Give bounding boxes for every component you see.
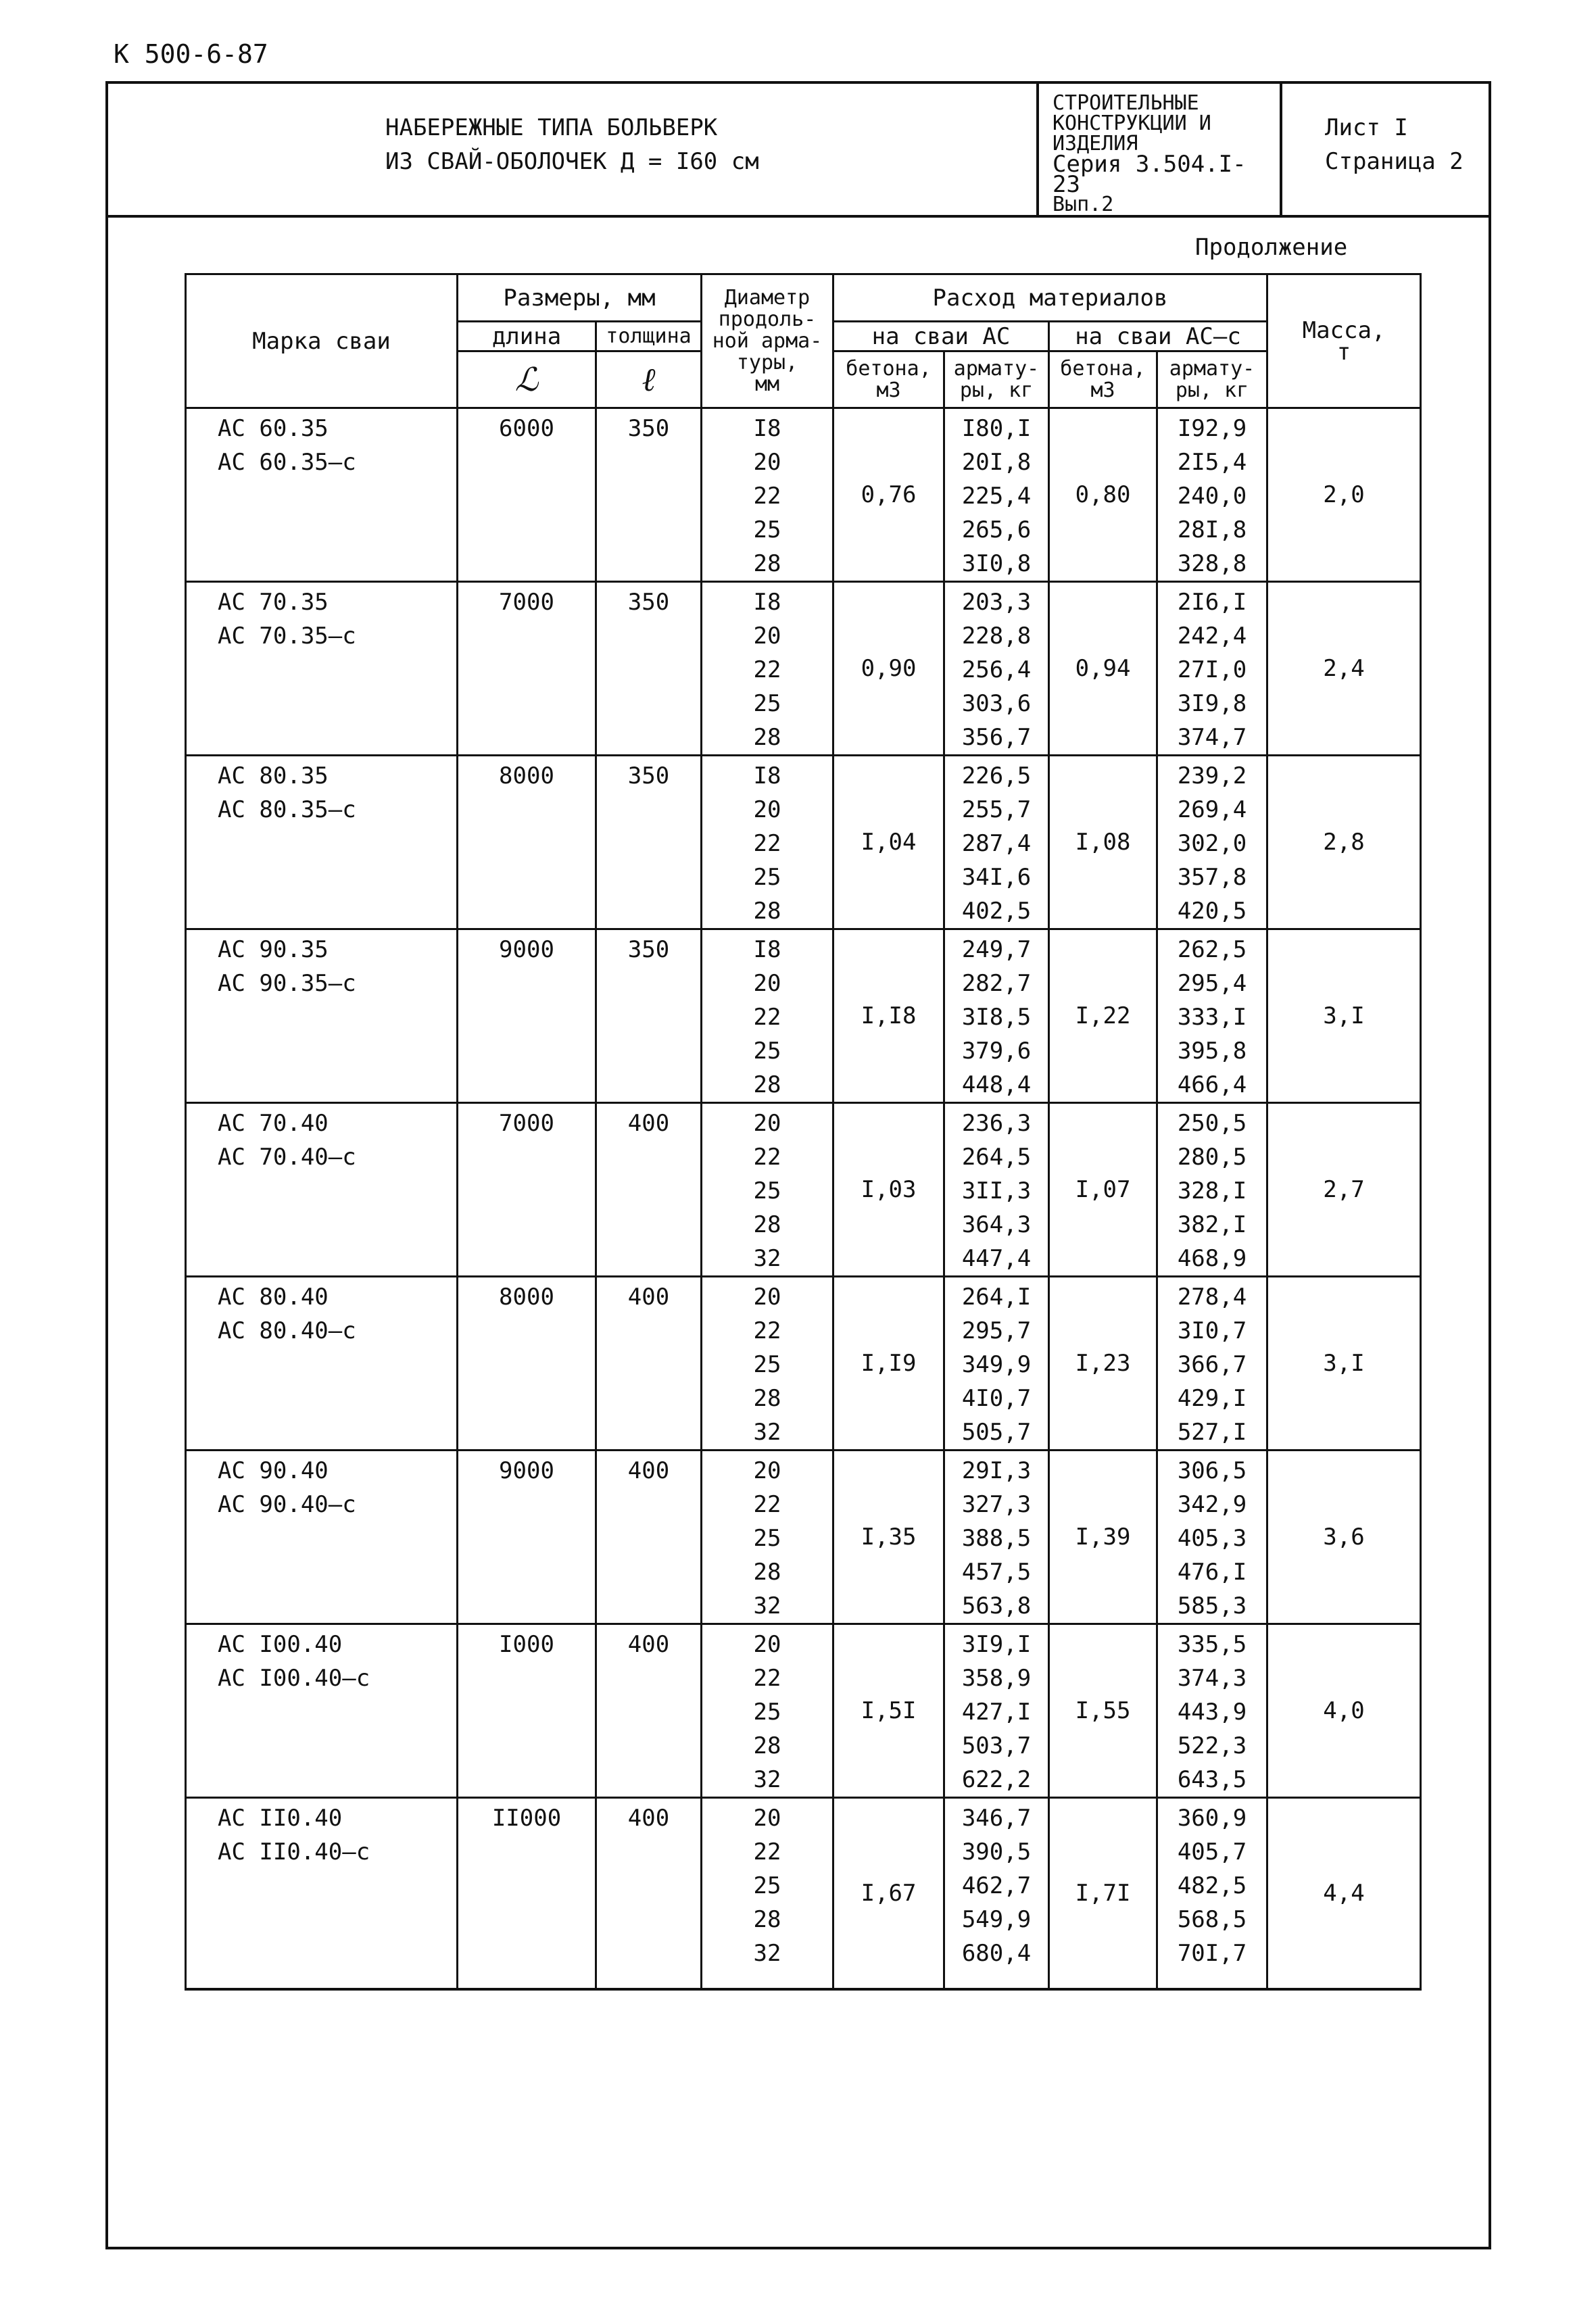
rebar-diameter-line: 22: [753, 483, 781, 510]
concrete-acs: 0,94: [1049, 582, 1157, 756]
thickness-symbol: ℓ: [596, 351, 702, 408]
rebar-ac-line: 448,4: [961, 1071, 1032, 1098]
title-line: ИЗ СВАЙ-ОБОЛОЧЕК Д = I60 см: [385, 148, 759, 175]
document-title: [385, 111, 759, 178]
pile-mark-line: АС I00.40–с: [218, 1665, 370, 1692]
header-on-acs: на сваи АС–с: [1049, 322, 1267, 351]
pile-mark: [186, 582, 458, 756]
rebar-acs-line: 295,4: [1177, 970, 1247, 997]
rebar-ac-line: 29I,3: [961, 1457, 1032, 1484]
rebar-ac: [944, 408, 1049, 582]
pile-thickness: [596, 929, 702, 1103]
pile-mark: [186, 929, 458, 1103]
pile-thickness: [596, 756, 702, 929]
pile-length: [458, 408, 596, 582]
series-line: СТРОИТЕЛЬНЫЕ: [1053, 91, 1199, 115]
pile-mark-line: АС 80.35: [218, 762, 329, 789]
rebar-acs-line: 70I,7: [1177, 1940, 1247, 1967]
rebar-acs-line: 239,2: [1177, 762, 1247, 789]
document-code: К 500-6-87: [114, 39, 268, 69]
rebar-acs-line: 420,5: [1177, 898, 1247, 925]
pile-thickness-value: 350: [627, 936, 670, 963]
rebar-ac-line: 3I0,8: [961, 550, 1032, 577]
pile-mark: [186, 1624, 458, 1798]
header-length: длина: [458, 322, 596, 351]
pile-mark-line: АС 90.35–с: [218, 970, 356, 997]
rebar-ac: [944, 1103, 1049, 1277]
rebar-ac-line: 388,5: [961, 1525, 1032, 1552]
rebar-diameter-line: 25: [753, 1525, 781, 1552]
series-line: ИЗДЕЛИЯ: [1053, 132, 1138, 155]
pile-length-value: 7000: [499, 589, 554, 616]
rebar-diameter-line: 28: [753, 1559, 781, 1586]
rebar-diameter-line: 32: [753, 1245, 781, 1272]
pile-mark-line: АС 80.40: [218, 1284, 329, 1311]
rebar-ac-line: 364,3: [961, 1211, 1032, 1238]
rebar-acs-line: 27I,0: [1177, 656, 1247, 683]
rebar-diameter-line: 20: [753, 1631, 781, 1658]
concrete-ac: 0,90: [833, 582, 944, 756]
rebar-acs-line: 302,0: [1177, 830, 1247, 857]
pile-mark-line: АС II0.40: [218, 1805, 343, 1832]
rebar-acs-line: 443,9: [1177, 1699, 1247, 1726]
header-materials: Расход материалов: [833, 274, 1267, 322]
rebar-ac-line: 327,3: [961, 1491, 1032, 1518]
rebar-ac-line: 379,6: [961, 1038, 1032, 1065]
rebar-acs: [1157, 1624, 1267, 1798]
pile-mark-line: АС 70.40–с: [218, 1144, 356, 1171]
pile-length-value: 8000: [499, 762, 554, 789]
sheet-info: [1325, 111, 1464, 178]
table-row: [186, 582, 1421, 756]
pile-thickness: [596, 582, 702, 756]
concrete-acs: 0,80: [1049, 408, 1157, 582]
rebar-acs-line: 3I9,8: [1177, 690, 1247, 717]
pile-thickness: [596, 408, 702, 582]
rebar-ac-line: 282,7: [961, 970, 1032, 997]
concrete-acs: I,07: [1049, 1103, 1157, 1277]
table-body: [186, 408, 1421, 1990]
concrete-ac: I,03: [833, 1103, 944, 1277]
rebar-diameter: [702, 1103, 833, 1277]
header-concrete-acs: бетона, м3: [1049, 351, 1157, 408]
rebar-diameter-line: 32: [753, 1940, 781, 1967]
rebar-acs-line: 468,9: [1177, 1245, 1247, 1272]
rebar-ac-line: 256,4: [961, 656, 1032, 683]
rebar-acs-line: 405,3: [1177, 1525, 1247, 1552]
rebar-diameter-line: 20: [753, 1457, 781, 1484]
page-frame: [105, 81, 1491, 2249]
pile-thickness-value: 400: [627, 1631, 670, 1658]
pile-length: [458, 1798, 596, 1990]
pile-mass: 4,0: [1267, 1624, 1421, 1798]
rebar-acs: [1157, 1798, 1267, 1990]
rebar-diameter: [702, 756, 833, 929]
pile-mass: 3,I: [1267, 1277, 1421, 1451]
rebar-diameter-line: 25: [753, 1351, 781, 1378]
rebar-diameter-line: I8: [753, 936, 781, 963]
header-thickness: толщина: [596, 322, 702, 351]
pile-mass: 2,7: [1267, 1103, 1421, 1277]
rebar-ac: [944, 582, 1049, 756]
rebar-acs-line: 357,8: [1177, 864, 1247, 891]
concrete-acs: I,55: [1049, 1624, 1157, 1798]
piles-table: [185, 273, 1422, 1991]
rebar-acs: [1157, 408, 1267, 582]
pile-mass: 3,6: [1267, 1451, 1421, 1624]
rebar-ac-line: 303,6: [961, 690, 1032, 717]
rebar-acs-line: 527,I: [1177, 1419, 1247, 1446]
rebar-diameter-line: 22: [753, 1317, 781, 1344]
concrete-ac: I,5I: [833, 1624, 944, 1798]
concrete-ac: I,35: [833, 1451, 944, 1624]
rebar-ac-line: 349,9: [961, 1351, 1032, 1378]
rebar-ac-line: 680,4: [961, 1940, 1032, 1967]
table-row: [186, 1624, 1421, 1798]
rebar-acs-line: 333,I: [1177, 1004, 1247, 1031]
rebar-diameter-line: 28: [753, 550, 781, 577]
table-row: [186, 408, 1421, 582]
rebar-acs-line: 482,5: [1177, 1872, 1247, 1899]
rebar-acs: [1157, 1451, 1267, 1624]
rebar-diameter-line: 25: [753, 690, 781, 717]
rebar-diameter-line: 20: [753, 623, 781, 650]
pile-length: [458, 1451, 596, 1624]
rebar-acs-line: 395,8: [1177, 1038, 1247, 1065]
pile-mark: [186, 408, 458, 582]
rebar-acs: [1157, 929, 1267, 1103]
rebar-acs: [1157, 1277, 1267, 1451]
rebar-acs-line: 643,5: [1177, 1766, 1247, 1793]
rebar-ac-line: 427,I: [961, 1699, 1032, 1726]
rebar-ac-line: 225,4: [961, 483, 1032, 510]
pile-mass: 2,8: [1267, 756, 1421, 929]
rebar-acs-line: 306,5: [1177, 1457, 1247, 1484]
rebar-diameter-line: I8: [753, 589, 781, 616]
rebar-diameter: [702, 1624, 833, 1798]
table-row: [186, 1451, 1421, 1624]
rebar-acs-line: 280,5: [1177, 1144, 1247, 1171]
title-block: [108, 84, 1489, 218]
rebar-ac-line: 249,7: [961, 936, 1032, 963]
rebar-diameter-line: 20: [753, 1284, 781, 1311]
table-row: [186, 929, 1421, 1103]
rebar-diameter: [702, 408, 833, 582]
rebar-ac-line: I80,I: [961, 415, 1032, 442]
sheet-number: Лист I: [1325, 114, 1408, 141]
rebar-diameter-line: 32: [753, 1592, 781, 1619]
rebar-diameter-line: 22: [753, 830, 781, 857]
rebar-ac-line: 622,2: [961, 1766, 1032, 1793]
rebar-acs-line: 262,5: [1177, 936, 1247, 963]
rebar-ac: [944, 1451, 1049, 1624]
rebar-acs-line: 405,7: [1177, 1838, 1247, 1866]
rebar-ac-line: 549,9: [961, 1906, 1032, 1933]
header-rebar-ac: армату- ры, кг: [944, 351, 1049, 408]
table-row: [186, 756, 1421, 929]
rebar-acs-line: 3I0,7: [1177, 1317, 1247, 1344]
rebar-diameter-line: 25: [753, 1872, 781, 1899]
rebar-diameter-line: 20: [753, 1805, 781, 1832]
header-mass: Масса, т: [1267, 274, 1421, 408]
pile-mark: [186, 1103, 458, 1277]
rebar-ac-line: 447,4: [961, 1245, 1032, 1272]
rebar-diameter-line: 20: [753, 1110, 781, 1137]
series-line: КОНСТРУКЦИИ И: [1053, 112, 1211, 135]
rebar-ac-line: 228,8: [961, 623, 1032, 650]
rebar-diameter-line: 25: [753, 864, 781, 891]
series-line: Серия 3.504.I-23: [1053, 151, 1247, 198]
rebar-acs: [1157, 756, 1267, 929]
pile-length-value: I000: [499, 1631, 554, 1658]
pile-thickness-value: 400: [627, 1457, 670, 1484]
pile-length-value: 8000: [499, 1284, 554, 1311]
rebar-diameter-line: 32: [753, 1419, 781, 1446]
pile-length-value: 7000: [499, 1110, 554, 1137]
rebar-acs-line: 250,5: [1177, 1110, 1247, 1137]
rebar-ac-line: 236,3: [961, 1110, 1032, 1137]
rebar-ac: [944, 756, 1049, 929]
pile-length: [458, 756, 596, 929]
pile-thickness-value: 350: [627, 589, 670, 616]
length-symbol: ℒ: [458, 351, 596, 408]
pile-mark-line: АС 60.35: [218, 415, 329, 442]
rebar-diameter-line: 22: [753, 1004, 781, 1031]
rebar-ac-line: 34I,6: [961, 864, 1032, 891]
rebar-ac-line: 295,7: [961, 1317, 1032, 1344]
title-line: НАБЕРЕЖНЫЕ ТИПА БОЛЬВЕРК: [385, 114, 718, 141]
pile-mark-line: АС 70.40: [218, 1110, 329, 1137]
pile-mark-line: АС 90.35: [218, 936, 329, 963]
rebar-diameter-line: I8: [753, 415, 781, 442]
rebar-ac-line: 3I9,I: [961, 1631, 1032, 1658]
rebar-ac-line: 264,I: [961, 1284, 1032, 1311]
series-line: Вып.2: [1053, 193, 1114, 216]
pile-mark-line: АС II0.40–с: [218, 1838, 370, 1866]
pile-thickness: [596, 1277, 702, 1451]
rebar-acs-line: 522,3: [1177, 1732, 1247, 1759]
rebar-diameter: [702, 1277, 833, 1451]
rebar-acs-line: 328,8: [1177, 550, 1247, 577]
rebar-acs-line: 466,4: [1177, 1071, 1247, 1098]
rebar-diameter-line: 22: [753, 1838, 781, 1866]
pile-length-value: II000: [491, 1805, 562, 1832]
rebar-acs-line: 374,3: [1177, 1665, 1247, 1692]
rebar-diameter-line: 28: [753, 1211, 781, 1238]
pile-length: [458, 1103, 596, 1277]
pile-mass: 2,0: [1267, 408, 1421, 582]
rebar-acs-line: 374,7: [1177, 724, 1247, 751]
rebar-acs-line: 585,3: [1177, 1592, 1247, 1619]
rebar-diameter-line: 32: [753, 1766, 781, 1793]
rebar-acs-line: 240,0: [1177, 483, 1247, 510]
page-number: Страница 2: [1325, 148, 1464, 175]
rebar-diameter-line: 20: [753, 449, 781, 476]
rebar-diameter-line: 25: [753, 1177, 781, 1204]
rebar-diameter: [702, 929, 833, 1103]
pile-thickness: [596, 1451, 702, 1624]
table-row: [186, 1277, 1421, 1451]
concrete-acs: I,22: [1049, 929, 1157, 1103]
rebar-ac-line: 356,7: [961, 724, 1032, 751]
pile-length-value: 9000: [499, 1457, 554, 1484]
pile-mark: [186, 756, 458, 929]
rebar-diameter-line: 22: [753, 1491, 781, 1518]
pile-thickness-value: 350: [627, 415, 670, 442]
concrete-acs: I,08: [1049, 756, 1157, 929]
pile-mark: [186, 1798, 458, 1990]
rebar-acs-line: 2I5,4: [1177, 449, 1247, 476]
rebar-diameter: [702, 1451, 833, 1624]
rebar-ac: [944, 1624, 1049, 1798]
header-on-ac: на сваи АС: [833, 322, 1049, 351]
rebar-diameter-line: 20: [753, 796, 781, 823]
rebar-ac-line: 358,9: [961, 1665, 1032, 1692]
rebar-acs-line: 269,4: [1177, 796, 1247, 823]
header-sizes: Размеры, мм: [458, 274, 702, 322]
pile-mass: 2,4: [1267, 582, 1421, 756]
rebar-ac-line: 4I0,7: [961, 1385, 1032, 1412]
rebar-diameter-line: I8: [753, 762, 781, 789]
series-box: [1036, 84, 1282, 215]
rebar-acs-line: 328,I: [1177, 1177, 1247, 1204]
pile-length-value: 9000: [499, 936, 554, 963]
rebar-acs-line: 360,9: [1177, 1805, 1247, 1832]
concrete-ac: I,04: [833, 756, 944, 929]
pile-length: [458, 1277, 596, 1451]
pile-mark-line: АС 70.35–с: [218, 623, 356, 650]
rebar-acs-line: 568,5: [1177, 1906, 1247, 1933]
rebar-diameter-line: 28: [753, 898, 781, 925]
concrete-acs: I,7I: [1049, 1798, 1157, 1990]
pile-length: [458, 1624, 596, 1798]
rebar-diameter-line: 28: [753, 1732, 781, 1759]
pile-length-value: 6000: [499, 415, 554, 442]
pile-mass: 3,I: [1267, 929, 1421, 1103]
rebar-ac-line: 264,5: [961, 1144, 1032, 1171]
rebar-ac-line: 265,6: [961, 516, 1032, 543]
pile-thickness: [596, 1624, 702, 1798]
rebar-ac: [944, 1277, 1049, 1451]
rebar-diameter-line: 28: [753, 1071, 781, 1098]
rebar-acs-line: 2I6,I: [1177, 589, 1247, 616]
pile-thickness-value: 400: [627, 1805, 670, 1832]
rebar-diameter-line: 22: [753, 1144, 781, 1171]
continuation-label: Продолжение: [1195, 234, 1348, 261]
rebar-ac-line: 563,8: [961, 1592, 1032, 1619]
rebar-acs-line: 382,I: [1177, 1211, 1247, 1238]
rebar-ac-line: 226,5: [961, 762, 1032, 789]
concrete-ac: I,67: [833, 1798, 944, 1990]
rebar-acs-line: 28I,8: [1177, 516, 1247, 543]
pile-thickness: [596, 1798, 702, 1990]
pile-mark: [186, 1277, 458, 1451]
header-concrete-ac: бетона, м3: [833, 351, 944, 408]
rebar-acs-line: 242,4: [1177, 623, 1247, 650]
rebar-ac-line: 255,7: [961, 796, 1032, 823]
rebar-ac-line: 390,5: [961, 1838, 1032, 1866]
pile-thickness: [596, 1103, 702, 1277]
pile-thickness-value: 400: [627, 1284, 670, 1311]
rebar-diameter-line: 25: [753, 516, 781, 543]
rebar-acs-line: 335,5: [1177, 1631, 1247, 1658]
header-diameter: Диаметр продоль- ной арма- туры, мм: [702, 274, 833, 408]
pile-mark-line: АС 90.40: [218, 1457, 329, 1484]
pile-mark-line: АС I00.40: [218, 1631, 343, 1658]
rebar-diameter-line: 25: [753, 1038, 781, 1065]
rebar-acs: [1157, 582, 1267, 756]
concrete-ac: I,I9: [833, 1277, 944, 1451]
rebar-acs-line: I92,9: [1177, 415, 1247, 442]
rebar-ac-line: 3I8,5: [961, 1004, 1032, 1031]
rebar-ac-line: 203,3: [961, 589, 1032, 616]
rebar-acs-line: 429,I: [1177, 1385, 1247, 1412]
rebar-acs-line: 342,9: [1177, 1491, 1247, 1518]
rebar-diameter-line: 28: [753, 1906, 781, 1933]
rebar-diameter-line: 28: [753, 724, 781, 751]
rebar-diameter-line: 20: [753, 970, 781, 997]
rebar-diameter: [702, 1798, 833, 1990]
rebar-ac-line: 3II,3: [961, 1177, 1032, 1204]
pile-mark-line: АС 80.40–с: [218, 1317, 356, 1344]
concrete-acs: I,39: [1049, 1451, 1157, 1624]
table-row: [186, 1798, 1421, 1990]
rebar-ac-line: 287,4: [961, 830, 1032, 857]
rebar-ac-line: 462,7: [961, 1872, 1032, 1899]
pile-mark-line: АС 90.40–с: [218, 1491, 356, 1518]
rebar-diameter-line: 25: [753, 1699, 781, 1726]
pile-mark-line: АС 60.35–с: [218, 449, 356, 476]
rebar-ac-line: 505,7: [961, 1419, 1032, 1446]
rebar-ac-line: 503,7: [961, 1732, 1032, 1759]
pile-mark-line: АС 70.35: [218, 589, 329, 616]
pile-mass: 4,4: [1267, 1798, 1421, 1990]
rebar-diameter-line: 28: [753, 1385, 781, 1412]
rebar-ac-line: 20I,8: [961, 449, 1032, 476]
rebar-diameter-line: 22: [753, 1665, 781, 1692]
pile-length: [458, 582, 596, 756]
header-rebar-acs: армату- ры, кг: [1157, 351, 1267, 408]
pile-thickness-value: 350: [627, 762, 670, 789]
rebar-ac-line: 402,5: [961, 898, 1032, 925]
pile-length: [458, 929, 596, 1103]
rebar-ac-line: 346,7: [961, 1805, 1032, 1832]
rebar-acs-line: 278,4: [1177, 1284, 1247, 1311]
pile-mark: [186, 1451, 458, 1624]
rebar-ac: [944, 929, 1049, 1103]
pile-mark-line: АС 80.35–с: [218, 796, 356, 823]
concrete-ac: I,I8: [833, 929, 944, 1103]
concrete-acs: I,23: [1049, 1277, 1157, 1451]
rebar-acs: [1157, 1103, 1267, 1277]
concrete-ac: 0,76: [833, 408, 944, 582]
rebar-diameter-line: 22: [753, 656, 781, 683]
pile-thickness-value: 400: [627, 1110, 670, 1137]
rebar-ac-line: 457,5: [961, 1559, 1032, 1586]
table-row: [186, 1103, 1421, 1277]
rebar-diameter: [702, 582, 833, 756]
rebar-ac: [944, 1798, 1049, 1990]
header-mark: Марка сваи: [186, 274, 458, 408]
rebar-acs-line: 366,7: [1177, 1351, 1247, 1378]
rebar-acs-line: 476,I: [1177, 1559, 1247, 1586]
